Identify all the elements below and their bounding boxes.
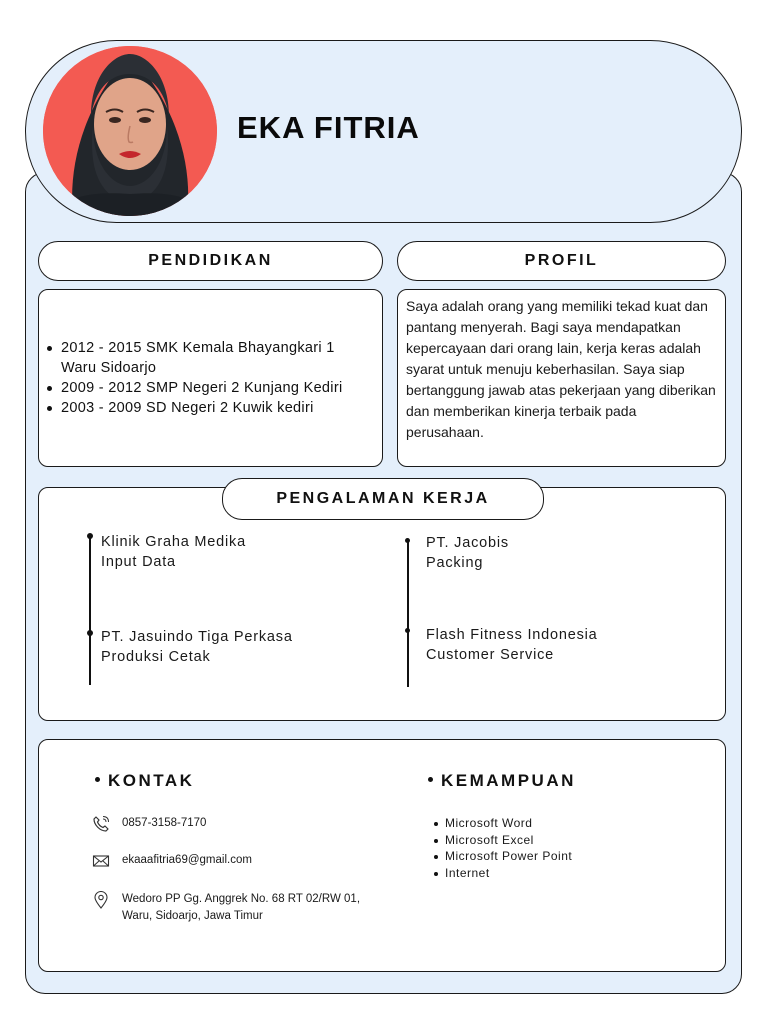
phone-icon — [92, 815, 110, 833]
experience-company: Flash Fitness Indonesia — [426, 627, 598, 643]
location-pin-icon — [92, 891, 110, 909]
experience-item — [101, 627, 293, 667]
education-item: 2009 - 2012 SMP Negeri 2 Kunjang Kediri — [47, 378, 372, 398]
education-heading: PENDIDIKAN — [38, 241, 383, 281]
skill-item: Microsoft Excel — [434, 832, 572, 849]
contact-heading-label: KONTAK — [108, 771, 195, 790]
experience-item — [426, 533, 509, 573]
timeline-dot — [87, 630, 93, 636]
profile-box — [397, 289, 726, 467]
timeline-dot — [405, 538, 410, 543]
bullet-icon — [95, 777, 100, 782]
contact-address-row — [92, 891, 392, 925]
skill-item: Microsoft Word — [434, 815, 572, 832]
contact-email: ekaaafitria69@gmail.com — [122, 854, 252, 866]
profile-text: Saya adalah orang yang memiliki tekad kuat dan pantang menyerah. Bagi saya mendapatkan kepercayaan dari orang lain, kerja keras adalah syarat untuk menuju keberhasilan. Saya siap bertanggung jawab atas pekerjaan yang diberikan dan memberikan kinerja terbaik pada perusahaan. — [406, 298, 716, 440]
contact-address: Wedoro PP Gg. Anggrek No. 68 RT 02/RW 01, Waru, Sidoarjo, Jawa Timur — [122, 893, 361, 922]
skills-heading — [428, 771, 576, 791]
skill-item: Internet — [434, 865, 572, 882]
education-box — [38, 289, 383, 467]
experience-role: Customer Service — [426, 647, 555, 663]
experience-box — [38, 487, 726, 721]
experience-role: Produksi Cetak — [101, 649, 211, 665]
contact-email-row — [92, 852, 252, 870]
experience-role: Input Data — [101, 554, 176, 570]
experience-company: PT. Jacobis — [426, 535, 509, 551]
experience-role: Packing — [426, 555, 484, 571]
experience-heading: PENGALAMAN KERJA — [222, 478, 544, 520]
profile-photo-illustration — [43, 46, 217, 216]
profile-heading: PROFIL — [397, 241, 726, 281]
experience-item — [426, 625, 598, 665]
timeline-dot — [87, 533, 93, 539]
profile-photo — [43, 46, 217, 216]
skills-list — [434, 815, 572, 881]
skill-item: Microsoft Power Point — [434, 848, 572, 865]
experience-item — [101, 532, 246, 572]
education-list — [47, 338, 372, 418]
experience-company: Klinik Graha Medika — [101, 534, 246, 550]
candidate-name: EKA FITRIA — [237, 110, 420, 145]
skills-heading-label: KEMAMPUAN — [441, 771, 576, 790]
bullet-icon — [428, 777, 433, 782]
contact-phone: 0857-3158-7170 — [122, 817, 207, 829]
contact-heading — [95, 771, 194, 791]
contact-phone-row — [92, 815, 206, 833]
timeline-dot — [405, 628, 410, 633]
education-item: 2012 - 2015 SMK Kemala Bhayangkari 1 Waru Sidoarjo — [47, 338, 372, 378]
timeline-line-left — [89, 535, 91, 685]
education-item: 2003 - 2009 SD Negeri 2 Kuwik kediri — [47, 398, 372, 418]
timeline-line-right — [407, 540, 409, 687]
envelope-icon — [92, 852, 110, 870]
experience-company: PT. Jasuindo Tiga Perkasa — [101, 629, 293, 645]
